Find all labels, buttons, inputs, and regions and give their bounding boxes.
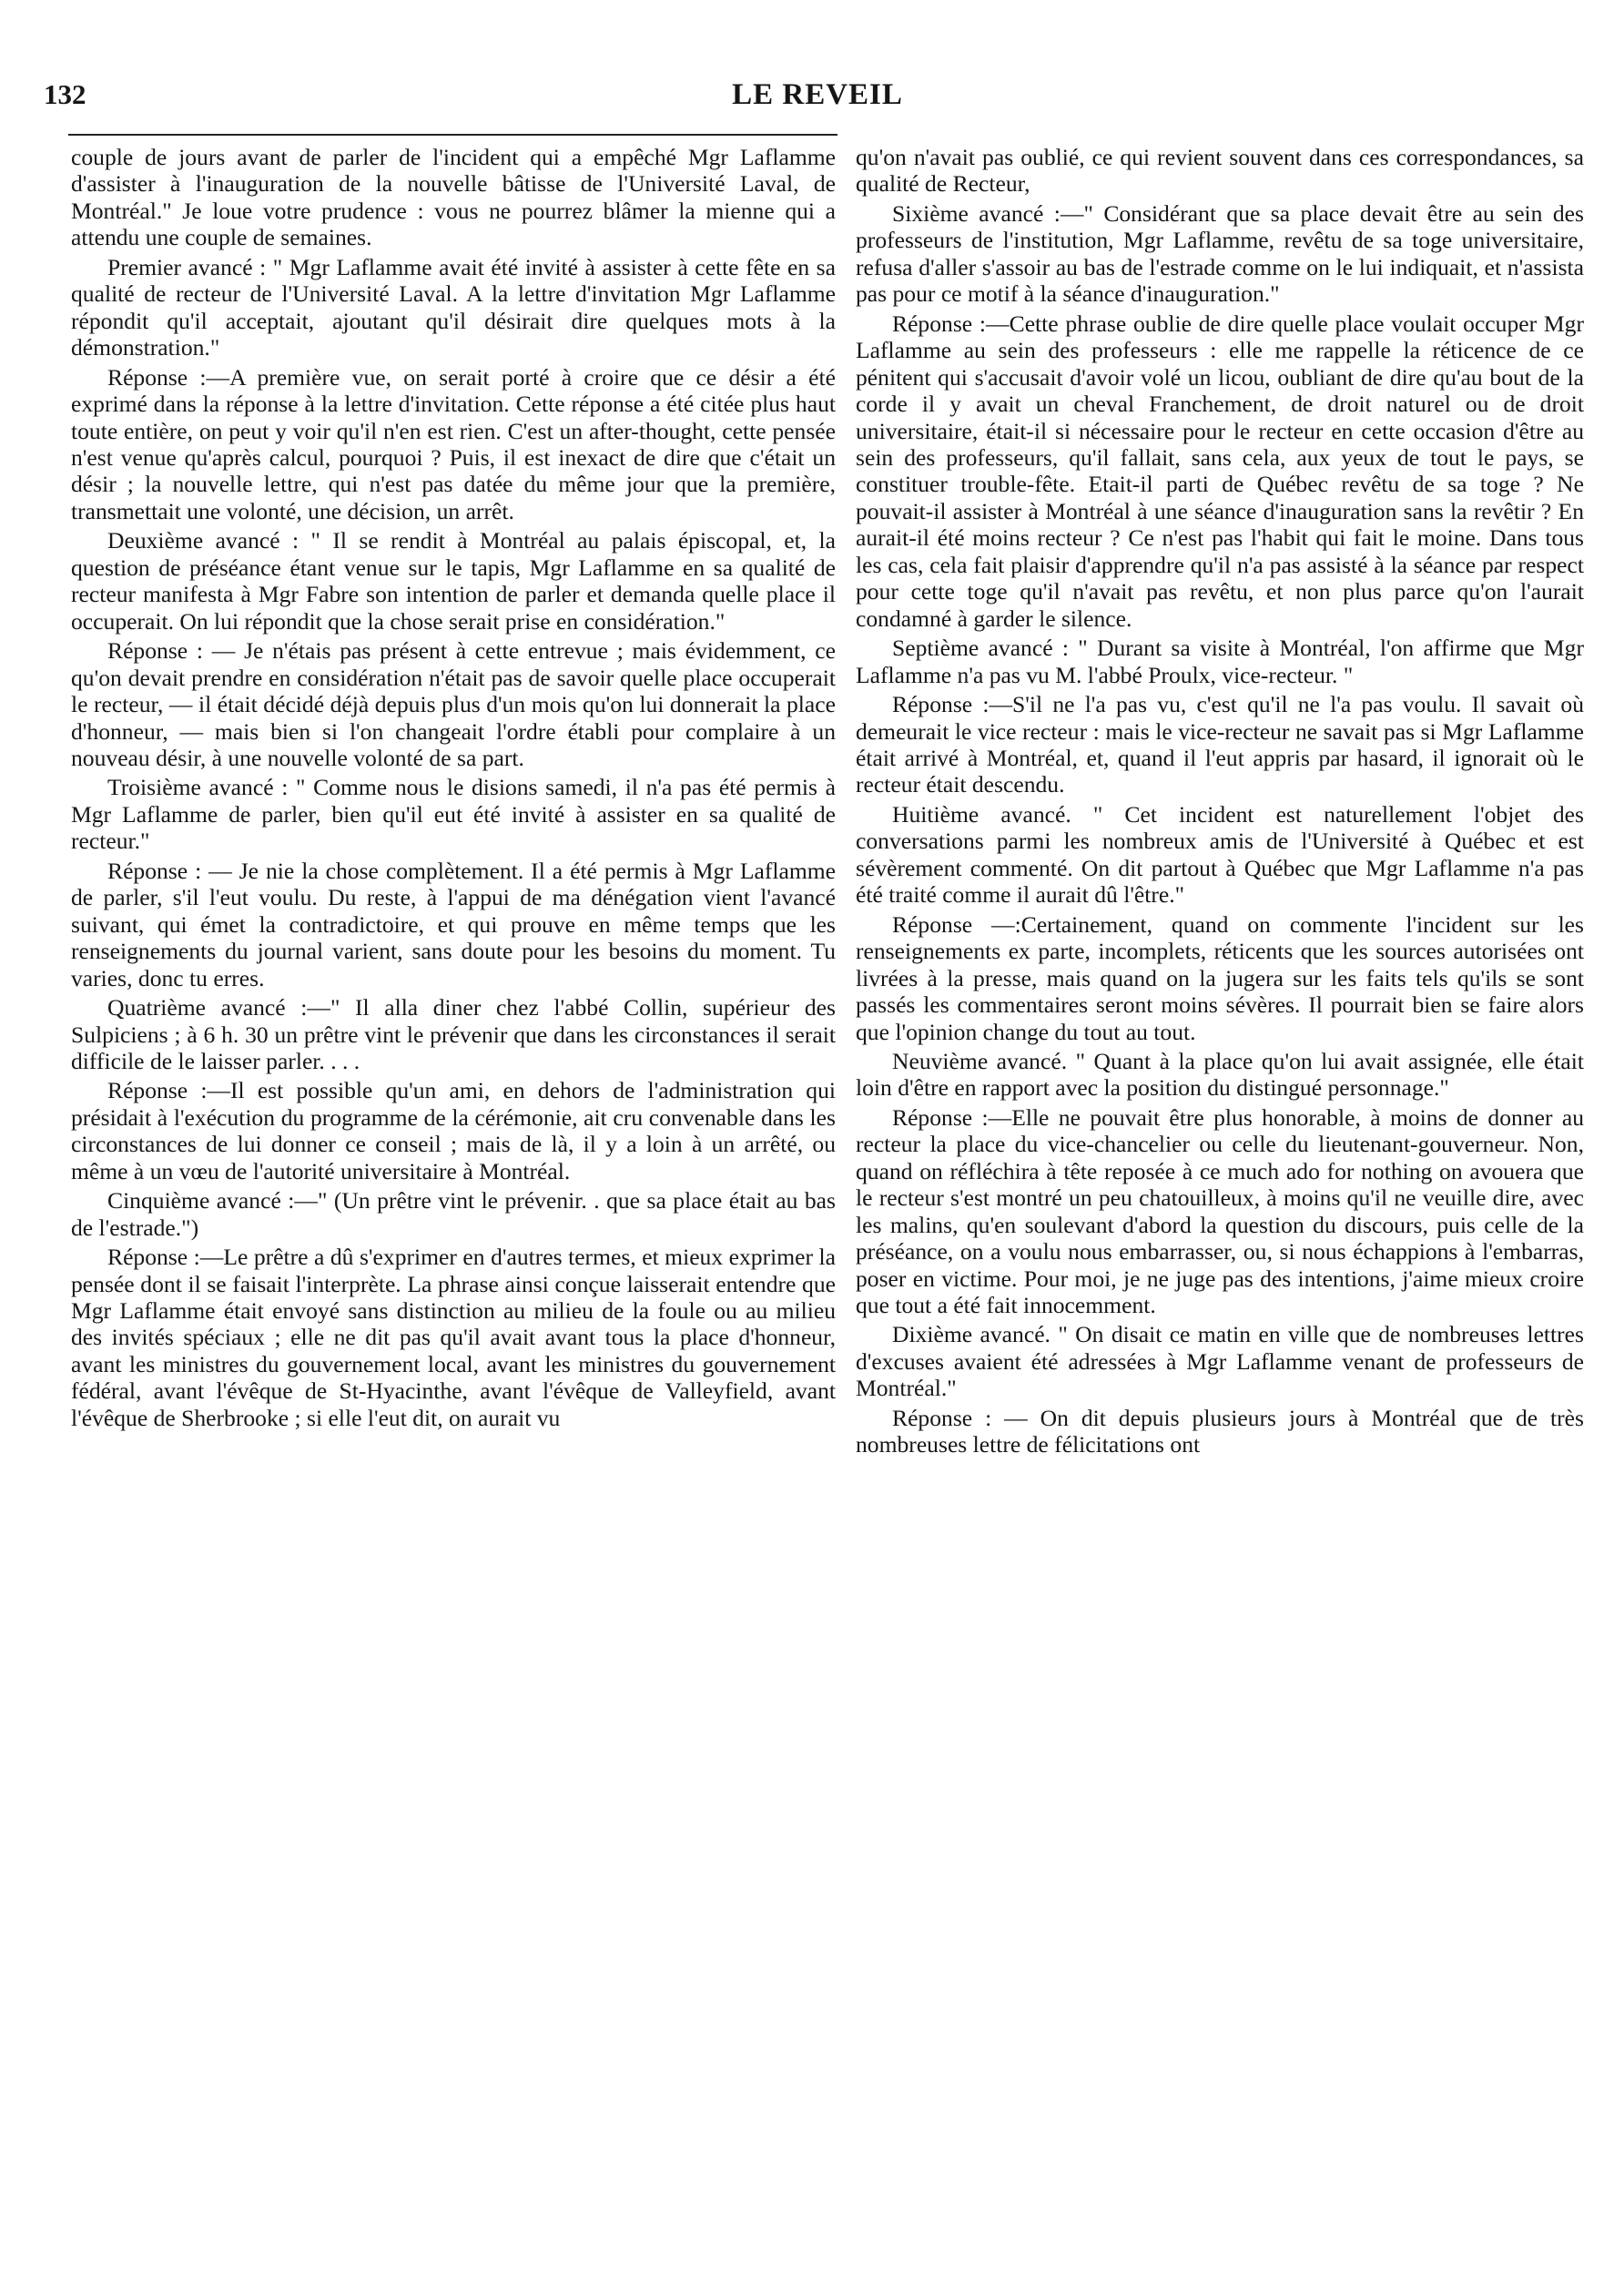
paragraph: Réponse : — Je n'étais pas présent à cette entrevue ; mais évidemment, ce qu'on devait prendre en considération n'était pas de savoir quelle place occuperait le recteur, — il était décidé déjà depuis plus d'un mois qu'on lui donnerait la place d'honneur, — mais bien si l'on changeait l'ordre établi pour complaire à un nouveau désir, à une nouvelle volonté de sa part. xyxy=(71,637,836,771)
page-number: 132 xyxy=(44,78,86,110)
paragraph: Sixième avancé :—" Considérant que sa place devait être au sein des professeurs de l'institution, Mgr Laflamme, revêtu de sa toge universitaire, refusa d'aller s'assoir au bas de l'estrade comme on le lui indiquait, et n'assista pas pour ce motif à la séance d'inauguration." xyxy=(856,199,1584,308)
paragraph: Huitième avancé. " Cet incident est naturellement l'objet des conversations parmi les nombreux amis de l'Université à Québec et est sévèrement commenté. On dit partout à Québec que Mgr Laflamme n'a pas été traité comme il aurait dû l'être." xyxy=(856,800,1584,909)
page-title: LE REVEIL xyxy=(732,78,903,111)
header-rule xyxy=(68,134,837,136)
paragraph: Réponse :—Le prêtre a dû s'exprimer en d'autres termes, et mieux exprimer la pensée dont il se faisait l'interprète. La phrase ainsi conçue laisserait entendre que Mgr Laflamme était envoyé sans distinction au milieu de la foule ou au milieu des invités spéciaux ; elle ne dit pas qu'il avait avant tous la place d'honneur, avant les ministres du gouvernement local, avant les ministres du gouvernement fédéral, avant l'évêque de St-Hyacinthe, avant l'évêque de Valleyfield, avant l'évêque de Sherbrooke ; si elle l'eut dit, on aurait vu xyxy=(71,1244,836,1431)
page-header xyxy=(44,78,1591,122)
paragraph: Réponse :—Il est possible qu'un ami, en dehors de l'administration qui présidait à l'exécution du programme de la cérémonie, ait cru convenable dans les circonstances de lui donner ce conseil ; mais de là, il y a loin à un arrêté, ou même à un vœu de l'autorité universitaire à Montréal. xyxy=(71,1077,836,1184)
paragraph: Réponse : — On dit depuis plusieurs jours à Montréal que de très nombreuses lettre de félicitations ont xyxy=(856,1404,1584,1458)
paragraph: Réponse :—S'il ne l'a pas vu, c'est qu'il ne l'a pas voulu. Il savait où demeurait le vice recteur : mais le vice-recteur ne savait pas si Mgr Laflamme était arrivé à Montréal, et, quand il l'eut appris par hasard, il ignorait où le recteur était descendu. xyxy=(856,691,1584,798)
paragraph: couple de jours avant de parler de l'incident qui a empêché Mgr Laflamme d'assister à l'inauguration de la nouvelle bâtisse de l'Université Laval, de Montréal." Je loue votre prudence : vous ne pourrez blâmer la mienne qui a attendu une couple de semaines. xyxy=(71,144,836,251)
paragraph: Cinquième avancé :—" (Un prêtre vint le prévenir. . que sa place était au bas de l'estrade.") xyxy=(71,1187,836,1241)
paragraph: Dixième avancé. " On disait ce matin en ville que de nombreuses lettres d'excuses avaient été adressées à Mgr Laflamme venant de professeurs de Montréal." xyxy=(856,1321,1584,1402)
paragraph: Septième avancé : " Durant sa visite à Montréal, l'on affirme que Mgr Laflamme n'a pas vu M. l'abbé Proulx, vice-recteur. " xyxy=(856,635,1584,688)
paragraph: Neuvième avancé. " Quant à la place qu'on lui avait assignée, elle était loin d'être en rapport avec la position du distingué personnage." xyxy=(856,1047,1584,1102)
paragraph: Réponse :—Cette phrase oublie de dire quelle place voulait occuper Mgr Laflamme au sein des professeurs : elle me rappelle la réticence de ce pénitent qui s'accusait d'avoir volé un licou, oubliant de dire qu'au bout de la corde il y avait un cheval Franchement, de droit naturel ou de droit universitaire, était-il si nécessaire pour le recteur en cette occasion d'être au sein des professeurs, qu'il fallait, sans cela, aux yeux de tout le pays, se constituer trouble-fête. Etait-il parti de Québec revêtu de sa toge ? Ne pouvait-il assister à Montréal à une séance d'inauguration sans la revêtir ? En aurait-il été moins recteur ? Ce n'est pas l'habit qui fait le moine. Dans tous les cas, cela fait plaisir d'apprendre qu'il n'a pas assisté à la séance par respect pour cette toge qu'il n'avait pas revêtu, et non plus parce qu'on l'aurait condamné à garder le silence. xyxy=(856,310,1584,632)
paragraph: Réponse —:Certainement, quand on commente l'incident sur les renseignements ex parte, incomplets, réticents que les sources autorisées ont livrées à la presse, mais quand on la jugera sur les faits tels qu'ils se sont passés les commentaires seront moins sévères. Il pourrait bien se faire alors que l'opinion change du tout au tout. xyxy=(856,910,1584,1045)
paragraph: Réponse :—Elle ne pouvait être plus honorable, à moins de donner au recteur la place du vice-chancelier ou celle du lieutenant-gouverneur. Non, quand on réfléchira à tête reposée à ce much ado for nothing on avouera que le recteur s'est montré un peu chatouilleux, à moins qu'il ne veuille dire, avec les malins, qu'en soulevant d'abord la question du discours, puis celle de la préséance, on a voulu nous embarrasser, ou, si nous échappions à l'embarras, poser en victime. Pour moi, je ne juge pas des intentions, j'aime mieux croire que tout a été fait innocemment. xyxy=(856,1103,1584,1319)
paragraph: Réponse :—A première vue, on serait porté à croire que ce désir a été exprimé dans la réponse à la lettre d'invitation. Cette réponse a été citée plus haut toute entière, on peut y voir qu'il n'en est rien. C'est un after-thought, cette pensée n'est venue qu'après calcul, pourquoi ? Puis, il est inexact de dire que c'était un désir ; la nouvelle lettre, qui n'est pas datée du même jour que la première, transmettait une volonté, une décision, un arrêt. xyxy=(71,363,836,524)
paragraph: qu'on n'avait pas oublié, ce qui revient souvent dans ces correspondances, sa qualité de Recteur, xyxy=(856,144,1584,198)
paragraph: Deuxième avancé : " Il se rendit à Montréal au palais épiscopal, et, la question de préséance étant venue sur le tapis, Mgr Laflamme en sa qualité de recteur manifesta à Mgr Fabre son intention de parler et demanda quelle place il occuperait. On lui répondit que la chose serait prise en considération." xyxy=(71,527,836,635)
left-column xyxy=(71,144,836,1431)
paragraph: Premier avancé : " Mgr Laflamme avait été invité à assister à cette fête en sa qualité de recteur de l'Université Laval. A la lettre d'invitation Mgr Laflamme répondit qu'il acceptait, ajoutant qu'il désirait dire quelques mots à la démonstration." xyxy=(71,253,836,361)
paragraph: Réponse : — Je nie la chose complètement. Il a été permis à Mgr Laflamme de parler, s'il l'eut voulu. Du reste, à l'appui de ma dénégation vient l'avancé suivant, qui émet la contradictoire, et qui prouve en même temps que les renseignements du journal varient, sans doute pour les besoins du moment. Tu varies, donc tu erres. xyxy=(71,857,836,991)
paragraph: Troisième avancé : " Comme nous le disions samedi, il n'a pas été permis à Mgr Laflamme de parler, bien qu'il eut été invité à assister en sa qualité de recteur." xyxy=(71,774,836,855)
right-column xyxy=(856,144,1584,1458)
paragraph: Quatrième avancé :—" Il alla diner chez l'abbé Collin, supérieur des Sulpiciens ; à 6 h. 30 un prêtre vint le prévenir que dans les circonstances il serait difficile de le laisser parler. . . . xyxy=(71,994,836,1074)
